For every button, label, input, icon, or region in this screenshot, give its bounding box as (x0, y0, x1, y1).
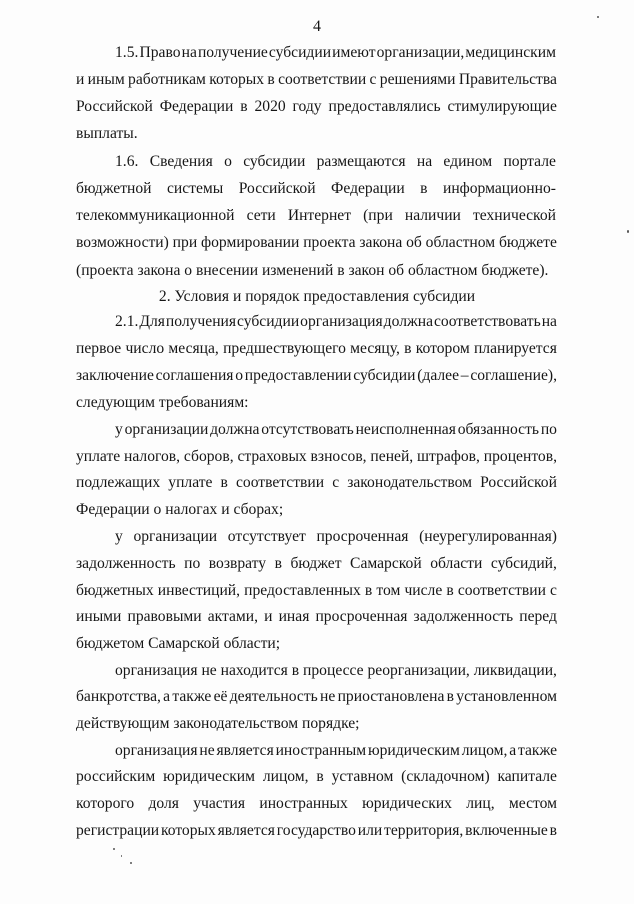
word: уставном (331, 768, 394, 785)
word: страховых (237, 448, 307, 465)
word: юридическим (163, 768, 255, 785)
word: в (446, 582, 454, 599)
word: в (404, 340, 412, 357)
word: процессе (303, 662, 364, 679)
word: сети (246, 207, 276, 224)
word: в (220, 474, 228, 491)
word: Российской (76, 98, 153, 115)
text-line: (проекта закона о внесении изменений в закон об областном бюджете). (76, 262, 549, 279)
word: задолженность (413, 608, 514, 625)
word: в (274, 555, 282, 572)
word: о (235, 367, 244, 384)
word: иностранным (275, 742, 367, 759)
word: бюджете (498, 234, 557, 251)
word: в (267, 71, 275, 88)
word: предоставлении (244, 367, 352, 384)
word: бюджет (290, 555, 342, 572)
word: неисполненная (355, 421, 456, 438)
word: технической (472, 207, 556, 224)
word: формировании (200, 234, 300, 251)
text-line (76, 207, 556, 225)
word: заключение (76, 367, 154, 384)
word: у (115, 528, 123, 545)
word: Самарской (350, 555, 422, 572)
word: регистрации (76, 822, 160, 839)
word: субсидии (353, 367, 416, 384)
text-line (115, 662, 557, 680)
word: и (76, 71, 85, 88)
word: проекта (303, 234, 356, 251)
word: или (357, 822, 383, 839)
word: на (541, 313, 557, 330)
word: реорганизации, (367, 662, 470, 679)
word: организация (115, 662, 198, 679)
word: налогов, (124, 448, 181, 465)
word: установленном (456, 688, 557, 705)
word: имеют (332, 44, 376, 61)
word: а (163, 688, 171, 705)
word: иная (278, 608, 310, 625)
word: наличии (404, 207, 461, 224)
text-line: действующим законодательством порядке; (76, 715, 360, 732)
scan-speck (627, 230, 629, 233)
word: – (460, 367, 469, 384)
word: медицинским (465, 44, 556, 61)
word: капитале (497, 768, 557, 785)
word: планируется (473, 340, 557, 357)
scan-speck (597, 16, 599, 18)
word: которого (76, 795, 135, 812)
word: иными (76, 608, 122, 625)
word: при (172, 234, 198, 251)
word: находится (220, 662, 288, 679)
word: юридических (362, 795, 452, 812)
word: не (201, 662, 217, 679)
word: информационно- (442, 180, 556, 197)
word: лицом, (461, 742, 508, 759)
word: правовыми (127, 608, 202, 625)
word: возврату (208, 555, 267, 572)
word: соответствии (457, 582, 546, 599)
word: процентов, (483, 448, 557, 465)
word: иностранных (259, 795, 348, 812)
word: лиц, (466, 795, 495, 812)
word: соглашение), (470, 367, 557, 384)
word: Российской (238, 180, 316, 197)
word: задолженность (76, 555, 176, 572)
word: организации (133, 528, 218, 545)
word: с (332, 474, 340, 491)
page-number: 4 (313, 18, 321, 35)
word: 1.6. (115, 153, 139, 170)
word: российским (76, 768, 156, 785)
word: месяца, (168, 340, 219, 357)
word: получение (197, 44, 268, 61)
text-line: следующим требованиям: (76, 394, 249, 411)
word: организация (115, 742, 198, 759)
word: Федерации (331, 180, 405, 197)
word: Для (139, 313, 165, 330)
text-line: выплаты. (76, 125, 138, 142)
word: организации (124, 421, 209, 438)
word: портале (503, 153, 556, 170)
word: предоставлялись (328, 98, 441, 115)
word: является (217, 822, 275, 839)
word: с (369, 71, 377, 88)
word: которых (160, 822, 216, 839)
word: размещаются (316, 153, 406, 170)
word: в (316, 768, 324, 785)
text-line (76, 768, 557, 786)
word: области (430, 555, 483, 572)
word: а (509, 742, 517, 759)
word: Сведения (149, 153, 213, 170)
word: включенные (465, 822, 548, 839)
word: телекоммуникационной (76, 207, 235, 224)
word: том (376, 582, 401, 599)
word: предоставленных (244, 582, 361, 599)
word: также (518, 742, 557, 759)
text-line (76, 71, 557, 89)
word: на (416, 153, 433, 170)
text-line (76, 582, 557, 600)
word: об (406, 234, 422, 251)
word: доля (148, 795, 179, 812)
word: лицом, (262, 768, 309, 785)
word: территория, (384, 822, 464, 839)
word: субсидии (237, 313, 300, 330)
word: 2.1. (115, 313, 139, 330)
word: соответствии (278, 71, 367, 88)
word: должна (210, 421, 260, 438)
word: Федерации (159, 98, 234, 115)
scan-speck (113, 848, 115, 850)
word: подлежащих (76, 474, 161, 491)
text-line (115, 44, 556, 62)
word: 2020 (254, 98, 286, 115)
word: предшествующего (223, 340, 346, 357)
word: инвестиций, (157, 582, 241, 599)
word: Право (139, 44, 181, 61)
text-line: Федерации о налогах и сборах; (76, 501, 284, 518)
word: уплате (168, 474, 213, 491)
word: с (550, 582, 557, 599)
word: в (364, 582, 373, 599)
scan-speck (130, 862, 132, 864)
word: Правительства (458, 71, 557, 88)
text-line (115, 421, 557, 439)
word: субсидии (243, 153, 306, 170)
text-line (76, 795, 557, 813)
word: участия (193, 795, 246, 812)
word: системы (166, 180, 224, 197)
word: закона (359, 234, 403, 251)
word: сборов, (183, 448, 234, 465)
word: юридическим (367, 742, 460, 759)
word: бюджетной (76, 180, 152, 197)
word: Российской (480, 474, 557, 491)
word: также (172, 688, 212, 705)
word: в (549, 822, 557, 839)
word: на (181, 44, 197, 61)
word: местом (508, 795, 557, 812)
word: котором (415, 340, 470, 357)
word: работникам (128, 71, 206, 88)
word: Интернет (287, 207, 352, 224)
word: в (240, 98, 248, 115)
word: законодательством (347, 474, 472, 491)
word: должна (383, 313, 434, 330)
word: областном (425, 234, 496, 251)
word: в (420, 180, 428, 197)
text-line (76, 608, 557, 626)
word: пеней, (370, 448, 414, 465)
word: не (320, 688, 336, 705)
word: числе (404, 582, 443, 599)
word: стимулирующие (447, 98, 557, 115)
word: решениями (379, 71, 456, 88)
word: субсидий, (490, 555, 557, 572)
word: месяцу, (350, 340, 400, 357)
word: не (199, 742, 215, 759)
text-line (76, 688, 557, 706)
word: ликвидации, (473, 662, 557, 679)
text-line (76, 340, 557, 358)
word: организации, (376, 44, 465, 61)
text-line (76, 822, 557, 840)
word: в (446, 688, 455, 705)
word: приостановлена (337, 688, 445, 705)
word: по (184, 555, 201, 572)
word: отсутствует (227, 528, 306, 545)
scan-speck (121, 855, 122, 857)
word: у (115, 421, 123, 438)
word: штрафов, (417, 448, 480, 465)
word: взносов, (310, 448, 367, 465)
word: (складочном) (401, 768, 490, 785)
word: возможности) (76, 234, 169, 251)
word: соответствовать (434, 313, 541, 330)
word: о (224, 153, 232, 170)
word: уплате (76, 448, 121, 465)
word: (неурегулированная) (419, 528, 557, 545)
word: её (213, 688, 228, 705)
text-line (76, 98, 557, 116)
word: соглашения (155, 367, 234, 384)
word: отсутствовать (261, 421, 354, 438)
word: получения (165, 313, 237, 330)
text-line: бюджетом Самарской области; (76, 635, 281, 652)
word: банкротства, (76, 688, 161, 705)
word: соответствии (235, 474, 325, 491)
word: обязанность (457, 421, 540, 438)
word: деятельность (229, 688, 318, 705)
word: едином (443, 153, 493, 170)
word: число (125, 340, 165, 357)
word: субсидии (268, 44, 332, 61)
word: государство (276, 822, 356, 839)
text-line (76, 234, 557, 252)
word: бюджетных (76, 582, 154, 599)
word: (при (363, 207, 393, 224)
word: просроченная (316, 528, 409, 545)
word: организация (300, 313, 383, 330)
word: и (264, 608, 273, 625)
word: 1.5. (115, 44, 139, 61)
word: по (540, 421, 557, 438)
word: которых (209, 71, 265, 88)
word: в (291, 662, 300, 679)
text-line (76, 474, 557, 492)
text-line (76, 180, 556, 198)
text-line (115, 528, 557, 546)
word: является (216, 742, 274, 759)
text-line (115, 742, 557, 760)
text-line (115, 153, 556, 171)
section-heading: 2. Условия и порядок предоставления субсидии (158, 288, 476, 305)
text-line (115, 313, 557, 331)
word: первое (76, 340, 122, 357)
word: иным (87, 71, 125, 88)
word: перед (519, 608, 557, 625)
text-line (76, 367, 557, 385)
text-line (76, 555, 557, 573)
word: актами, (207, 608, 259, 625)
word: году (292, 98, 322, 115)
text-line (76, 448, 557, 466)
word: (далее (417, 367, 460, 384)
word: просроченная (315, 608, 408, 625)
